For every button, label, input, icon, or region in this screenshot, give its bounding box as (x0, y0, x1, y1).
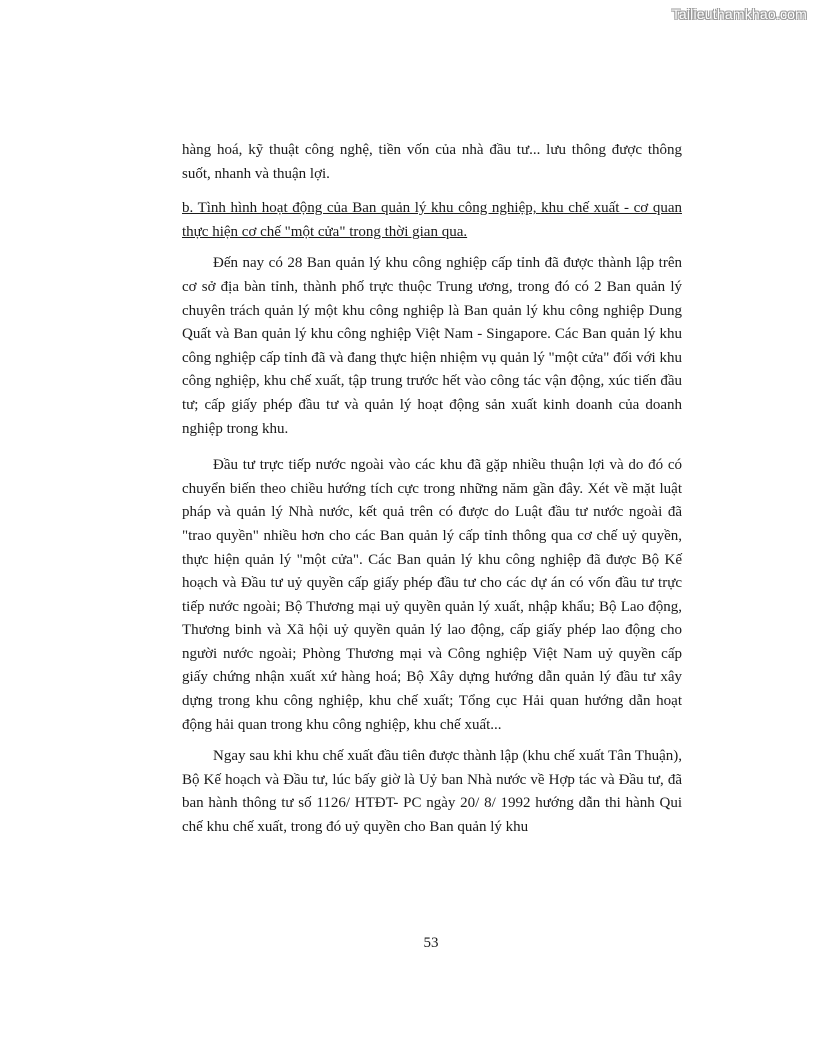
paragraph-2: Đầu tư trực tiếp nước ngoài vào các khu đã gặp nhiều thuận lợi và do đó có chuyển biến theo chiều hướng tích cực trong những năm gần đây. Xét về mặt luật pháp và quản lý Nhà nước, kết quả trên có được do Luật đầu tư nước ngoài đã "trao quyền" nhiều hơn cho các Ban quản lý cấp tỉnh thông qua cơ chế uỷ quyền, thực hiện quản lý "một cửa". Các Ban quản lý khu công nghiệp đã được Bộ Kế hoạch và Đầu tư uỷ quyền cấp giấy phép đầu tư cho các dự án có vốn đầu tư trực tiếp nước ngoài; Bộ Thương mại uỷ quyền quản lý xuất, nhập khẩu; Bộ Lao động, Thương binh và Xã hội uỷ quyền quản lý lao động, cấp giấy phép lao động cho người nước ngoài; Phòng Thương mại và Công nghiệp Việt Nam uỷ quyền cấp giấy chứng nhận xuất xứ hàng hoá; Bộ Xây dựng hướng dẫn quản lý đầu tư xây dựng trong khu công nghiệp, khu chế xuất; Tổng cục Hải quan hướng dẫn hoạt động hải quan trong khu công nghiệp, khu chế xuất... (182, 457, 682, 733)
paragraph-continuation: hàng hoá, kỹ thuật công nghệ, tiền vốn của nhà đầu tư... lưu thông được thông suốt, nhanh và thuận lợi. (182, 142, 682, 182)
paragraph-1: Đến nay có 28 Ban quản lý khu công nghiệp cấp tỉnh đã được thành lập trên cơ sở địa bàn tỉnh, thành phố trực thuộc Trung ương, trong đó có 2 Ban quản lý chuyên trách quản lý một khu công nghiệp là Ban quản lý khu công nghiệp Dung Quất và Ban quản lý khu công nghiệp Việt Nam - Singapore. Các Ban quản lý khu công nghiệp cấp tỉnh đã và đang thực hiện nhiệm vụ quản lý "một cửa" đối với khu công nghiệp, khu chế xuất, tập trung trước hết vào công tác vận động, xúc tiến đầu tư; cấp giấy phép đầu tư và quản lý hoạt động sản xuất kinh doanh của doanh nghiệp trong khu. (182, 255, 682, 437)
document-body (182, 139, 682, 840)
watermark: Tailieuthamkhao.com (671, 6, 807, 22)
section-heading: b. Tình hình hoạt động của Ban quản lý khu công nghiệp, khu chế xuất - cơ quan thực hiện cơ chế "một cửa" trong thời gian qua. (182, 200, 682, 240)
paragraph-3: Ngay sau khi khu chế xuất đầu tiên được thành lập (khu chế xuất Tân Thuận), Bộ Kế hoạch và Đầu tư, lúc bấy giờ là Uỷ ban Nhà nước về Hợp tác và Đầu tư, đã ban hành thông tư số 1126/ HTĐT- PC ngày 20/ 8/ 1992 hướng dẫn thi hành Qui chế khu chế xuất, trong đó uỷ quyền cho Ban quản lý khu (182, 748, 682, 836)
page-number: 53 (423, 935, 439, 951)
